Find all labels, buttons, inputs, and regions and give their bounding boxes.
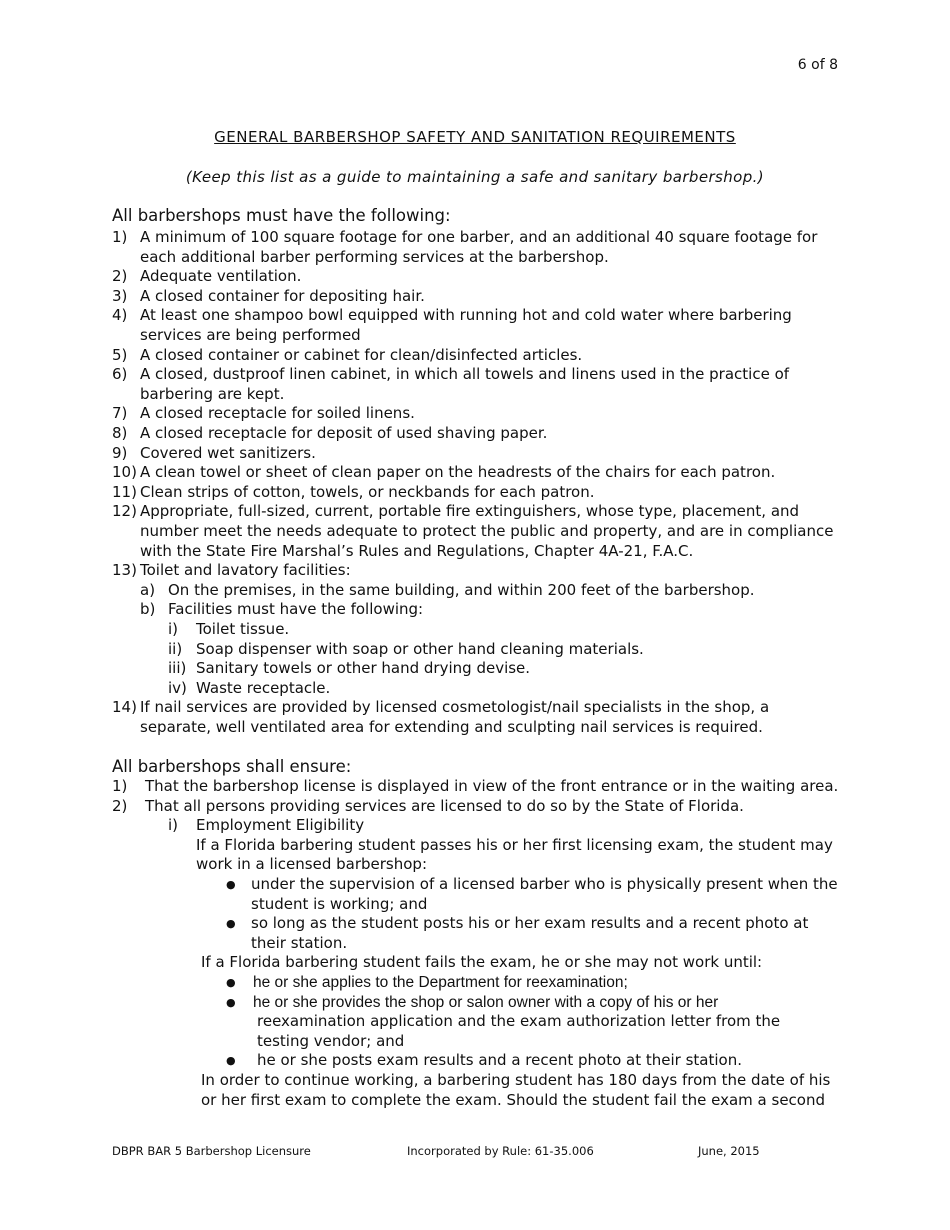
list-number: 2) [112, 796, 128, 815]
sublist-item-text: Facilities must have the following: [168, 600, 424, 619]
list-item-text: A closed receptacle for deposit of used shaving paper. [140, 424, 548, 442]
list-item-text: At least one shampoo bowl equipped with running hot and cold water where barbering [140, 306, 792, 325]
bullet-text: their station. [251, 933, 348, 952]
bullet-icon: ● [226, 995, 236, 1009]
section-heading-shall-ensure: All barbershops shall ensure: [112, 757, 352, 776]
list-item-text: A closed receptacle for soiled linens. [140, 404, 415, 423]
roman-numeral: ii) [168, 639, 183, 658]
list-number: 2) [112, 267, 128, 286]
list-item-text: A clean towel or sheet of clean paper on the headrests of the chairs for each patron. [140, 463, 776, 482]
list-item-text: Covered wet sanitizers. [140, 443, 316, 462]
list-item-text: barbering are kept. [140, 384, 285, 403]
list-item-text: number meet the needs adequate to protect the public and property, and are in compliance [140, 522, 834, 540]
bullet-text: he or she provides the shop or salon owner with a copy of his or her [253, 993, 719, 1011]
footer-date: June, 2015 [698, 1144, 760, 1158]
bullet-text: student is working; and [251, 894, 428, 913]
bullet-text: he or she posts exam results and a recent photo at their station. [257, 1051, 742, 1070]
list-item-text: with the State Fire Marshal’s Rules and Regulations, Chapter 4A-21, F.A.C. [140, 541, 694, 560]
roman-numeral: i) [168, 816, 179, 835]
list-item-text: services are being performed [140, 326, 361, 344]
footer-form-name: DBPR BAR 5 Barbershop Licensure [112, 1144, 311, 1158]
document-subtitle: (Keep this list as a guide to maintaining a safe and sanitary barbershop.) [185, 168, 765, 186]
list-number: 14) [112, 698, 137, 717]
list-item-text: A closed container or cabinet for clean/disinfected articles. [140, 345, 583, 364]
roman-item-text: Toilet tissue. [196, 620, 290, 638]
list-number: 11) [112, 482, 137, 501]
roman-numeral: i) [168, 620, 179, 638]
list-number: 1) [112, 228, 128, 246]
list-item-text: Adequate ventilation. [140, 267, 302, 286]
list-number: 12) [112, 502, 137, 521]
eligibility-text: or her first exam to complete the exam. Should the student fail the exam a second [201, 1090, 825, 1109]
list-number: 1) [112, 777, 128, 795]
list-number: 8) [112, 424, 128, 442]
sublist-item-text: On the premises, in the same building, and within 200 feet of the barbershop. [168, 580, 755, 599]
list-item-text: A minimum of 100 square footage for one barber, and an additional 40 square footage for [140, 228, 818, 246]
footer-rule: Incorporated by Rule: 61-35.006 [407, 1144, 594, 1158]
list-number: 9) [112, 443, 128, 462]
sublist-letter: b) [140, 600, 156, 619]
section-heading-must-have: All barbershops must have the following: [112, 206, 451, 225]
list-number: 7) [112, 404, 128, 423]
list-number: 3) [112, 286, 128, 305]
bullet-icon: ● [226, 878, 236, 891]
list-item-text: separate, well ventilated area for extending and sculpting nail services is required. [140, 718, 763, 736]
employment-eligibility-title: Employment Eligibility [196, 816, 365, 835]
bullet-text: reexamination application and the exam authorization letter from the [257, 1012, 781, 1031]
eligibility-text: In order to continue working, a barbering student has 180 days from the date of his [201, 1071, 831, 1089]
list-item-text: That all persons providing services are licensed to do so by the State of Florida. [145, 796, 744, 815]
list-item-text: Appropriate, full-sized, current, portable fire extinguishers, whose type, placement, and [140, 502, 800, 521]
list-item-text: A closed, dustproof linen cabinet, in which all towels and linens used in the practice of [140, 365, 790, 384]
roman-item-text: Sanitary towels or other hand drying devise. [196, 659, 531, 678]
roman-numeral: iii) [168, 659, 187, 678]
roman-item-text: Waste receptacle. [196, 678, 331, 697]
eligibility-text: work in a licensed barbershop: [196, 855, 427, 874]
list-item-text: That the barbershop license is displayed in view of the front entrance or in the waiting area. [145, 777, 839, 795]
roman-item-text: Soap dispenser with soap or other hand cleaning materials. [196, 639, 644, 658]
eligibility-text: If a Florida barbering student passes his or her first licensing exam, the student may [196, 835, 833, 854]
bullet-text: so long as the student posts his or her exam results and a recent photo at [251, 914, 809, 933]
bullet-text: he or she applies to the Department for reexamination; [253, 974, 628, 991]
page-number: 6 of 8 [797, 57, 838, 73]
list-number: 10) [112, 463, 137, 482]
bullet-text: testing vendor; and [257, 1031, 405, 1050]
list-item-text: A closed container for depositing hair. [140, 286, 425, 305]
list-number: 13) [112, 561, 137, 580]
list-number: 4) [112, 306, 128, 325]
bullet-icon: ● [226, 1054, 236, 1068]
list-item-text: each additional barber performing services at the barbershop. [140, 247, 609, 266]
list-item-text: Toilet and lavatory facilities: [140, 561, 351, 580]
list-item-text: Clean strips of cotton, towels, or neckbands for each patron. [140, 482, 595, 501]
eligibility-text: If a Florida barbering student fails the exam, he or she may not work until: [201, 953, 763, 972]
list-number: 5) [112, 345, 128, 364]
bullet-icon: ● [226, 976, 236, 989]
list-number: 6) [112, 365, 128, 384]
bullet-text: under the supervision of a licensed barber who is physically present when the [251, 875, 838, 893]
list-item-text: If nail services are provided by licensed cosmetologist/nail specialists in the shop, a [140, 698, 770, 717]
sublist-letter: a) [140, 580, 156, 599]
bullet-icon: ● [226, 917, 236, 931]
document-title: GENERAL BARBERSHOP SAFETY AND SANITATION REQUIREMENTS [214, 128, 736, 146]
roman-numeral: iv) [168, 678, 187, 697]
